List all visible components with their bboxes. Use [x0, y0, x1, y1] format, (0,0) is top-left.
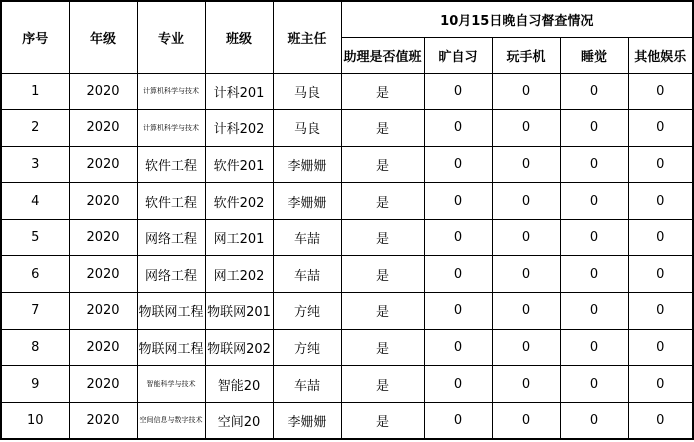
header-grade: 年级 — [69, 1, 137, 73]
cell-index: 1 — [1, 73, 69, 110]
table-row — [1, 256, 693, 293]
cell-sleep: 0 — [560, 110, 628, 147]
cell-absent: 0 — [424, 366, 492, 403]
header-phone: 玩手机 — [492, 37, 560, 73]
cell-grade: 2020 — [69, 146, 137, 183]
cell-assistant: 是 — [341, 110, 424, 147]
cell-class: 网工202 — [205, 256, 273, 293]
cell-grade: 2020 — [69, 183, 137, 220]
cell-phone: 0 — [492, 219, 560, 256]
table-row — [1, 183, 693, 220]
cell-teacher: 李姗姗 — [273, 402, 341, 439]
header-sleep: 睡觉 — [560, 37, 628, 73]
cell-grade: 2020 — [69, 402, 137, 439]
cell-class: 物联网202 — [205, 329, 273, 366]
header-assistant: 助理是否值班 — [341, 37, 424, 73]
cell-index: 2 — [1, 110, 69, 147]
cell-grade: 2020 — [69, 293, 137, 330]
header-other: 其他娱乐 — [628, 37, 693, 73]
cell-assistant: 是 — [341, 256, 424, 293]
cell-teacher: 方纯 — [273, 329, 341, 366]
cell-other: 0 — [628, 110, 693, 147]
cell-sleep: 0 — [560, 146, 628, 183]
cell-major: 软件工程 — [137, 183, 205, 220]
cell-other: 0 — [628, 219, 693, 256]
table-row — [1, 293, 693, 330]
cell-class: 物联网201 — [205, 293, 273, 330]
cell-class: 软件202 — [205, 183, 273, 220]
cell-sleep: 0 — [560, 402, 628, 439]
cell-other: 0 — [628, 146, 693, 183]
cell-sleep: 0 — [560, 366, 628, 403]
cell-index: 6 — [1, 256, 69, 293]
header-absent: 旷自习 — [424, 37, 492, 73]
cell-phone: 0 — [492, 110, 560, 147]
cell-major: 物联网工程 — [137, 293, 205, 330]
cell-class: 智能20 — [205, 366, 273, 403]
cell-grade: 2020 — [69, 256, 137, 293]
table-row — [1, 219, 693, 256]
cell-index: 4 — [1, 183, 69, 220]
cell-major: 网络工程 — [137, 219, 205, 256]
cell-grade: 2020 — [69, 110, 137, 147]
cell-major: 智能科学与技术 — [137, 366, 205, 403]
cell-assistant: 是 — [341, 293, 424, 330]
cell-teacher: 马良 — [273, 110, 341, 147]
cell-grade: 2020 — [69, 219, 137, 256]
header-teacher: 班主任 — [273, 1, 341, 73]
cell-grade: 2020 — [69, 329, 137, 366]
cell-teacher: 车喆 — [273, 219, 341, 256]
cell-index: 7 — [1, 293, 69, 330]
cell-sleep: 0 — [560, 256, 628, 293]
cell-major: 计算机科学与技术 — [137, 73, 205, 110]
cell-teacher: 李姗姗 — [273, 183, 341, 220]
cell-absent: 0 — [424, 402, 492, 439]
cell-phone: 0 — [492, 73, 560, 110]
cell-assistant: 是 — [341, 183, 424, 220]
cell-phone: 0 — [492, 329, 560, 366]
cell-other: 0 — [628, 293, 693, 330]
cell-absent: 0 — [424, 110, 492, 147]
header-class: 班级 — [205, 1, 273, 73]
cell-absent: 0 — [424, 146, 492, 183]
cell-class: 空间20 — [205, 402, 273, 439]
cell-assistant: 是 — [341, 366, 424, 403]
cell-sleep: 0 — [560, 219, 628, 256]
cell-other: 0 — [628, 256, 693, 293]
cell-index: 3 — [1, 146, 69, 183]
cell-major: 网络工程 — [137, 256, 205, 293]
cell-major: 计算机科学与技术 — [137, 110, 205, 147]
cell-major: 软件工程 — [137, 146, 205, 183]
cell-index: 5 — [1, 219, 69, 256]
cell-assistant: 是 — [341, 402, 424, 439]
table-row — [1, 402, 693, 439]
header-index: 序号 — [1, 1, 69, 73]
cell-absent: 0 — [424, 73, 492, 110]
cell-major: 物联网工程 — [137, 329, 205, 366]
cell-sleep: 0 — [560, 293, 628, 330]
cell-teacher: 马良 — [273, 73, 341, 110]
cell-sleep: 0 — [560, 73, 628, 110]
cell-assistant: 是 — [341, 329, 424, 366]
cell-index: 8 — [1, 329, 69, 366]
table-row — [1, 146, 693, 183]
cell-teacher: 李姗姗 — [273, 146, 341, 183]
cell-sleep: 0 — [560, 329, 628, 366]
cell-absent: 0 — [424, 293, 492, 330]
cell-grade: 2020 — [69, 73, 137, 110]
table-row — [1, 73, 693, 110]
cell-absent: 0 — [424, 256, 492, 293]
header-major: 专业 — [137, 1, 205, 73]
table-body — [1, 73, 693, 439]
cell-other: 0 — [628, 73, 693, 110]
cell-absent: 0 — [424, 329, 492, 366]
cell-other: 0 — [628, 329, 693, 366]
cell-index: 10 — [1, 402, 69, 439]
cell-teacher: 方纯 — [273, 293, 341, 330]
cell-class: 网工201 — [205, 219, 273, 256]
cell-assistant: 是 — [341, 219, 424, 256]
cell-major: 空间信息与数字技术 — [137, 402, 205, 439]
cell-class: 软件201 — [205, 146, 273, 183]
table-row — [1, 329, 693, 366]
cell-assistant: 是 — [341, 146, 424, 183]
table-row — [1, 110, 693, 147]
cell-absent: 0 — [424, 183, 492, 220]
cell-teacher: 车喆 — [273, 366, 341, 403]
header-group-title: 10月15日晚自习督查情况 — [341, 1, 693, 37]
cell-phone: 0 — [492, 366, 560, 403]
cell-grade: 2020 — [69, 366, 137, 403]
cell-phone: 0 — [492, 183, 560, 220]
cell-absent: 0 — [424, 219, 492, 256]
cell-phone: 0 — [492, 402, 560, 439]
cell-phone: 0 — [492, 146, 560, 183]
cell-other: 0 — [628, 366, 693, 403]
cell-sleep: 0 — [560, 183, 628, 220]
cell-assistant: 是 — [341, 73, 424, 110]
cell-index: 9 — [1, 366, 69, 403]
cell-teacher: 车喆 — [273, 256, 341, 293]
cell-phone: 0 — [492, 256, 560, 293]
cell-class: 计科202 — [205, 110, 273, 147]
cell-class: 计科201 — [205, 73, 273, 110]
table-row — [1, 366, 693, 403]
cell-phone: 0 — [492, 293, 560, 330]
cell-other: 0 — [628, 183, 693, 220]
cell-other: 0 — [628, 402, 693, 439]
